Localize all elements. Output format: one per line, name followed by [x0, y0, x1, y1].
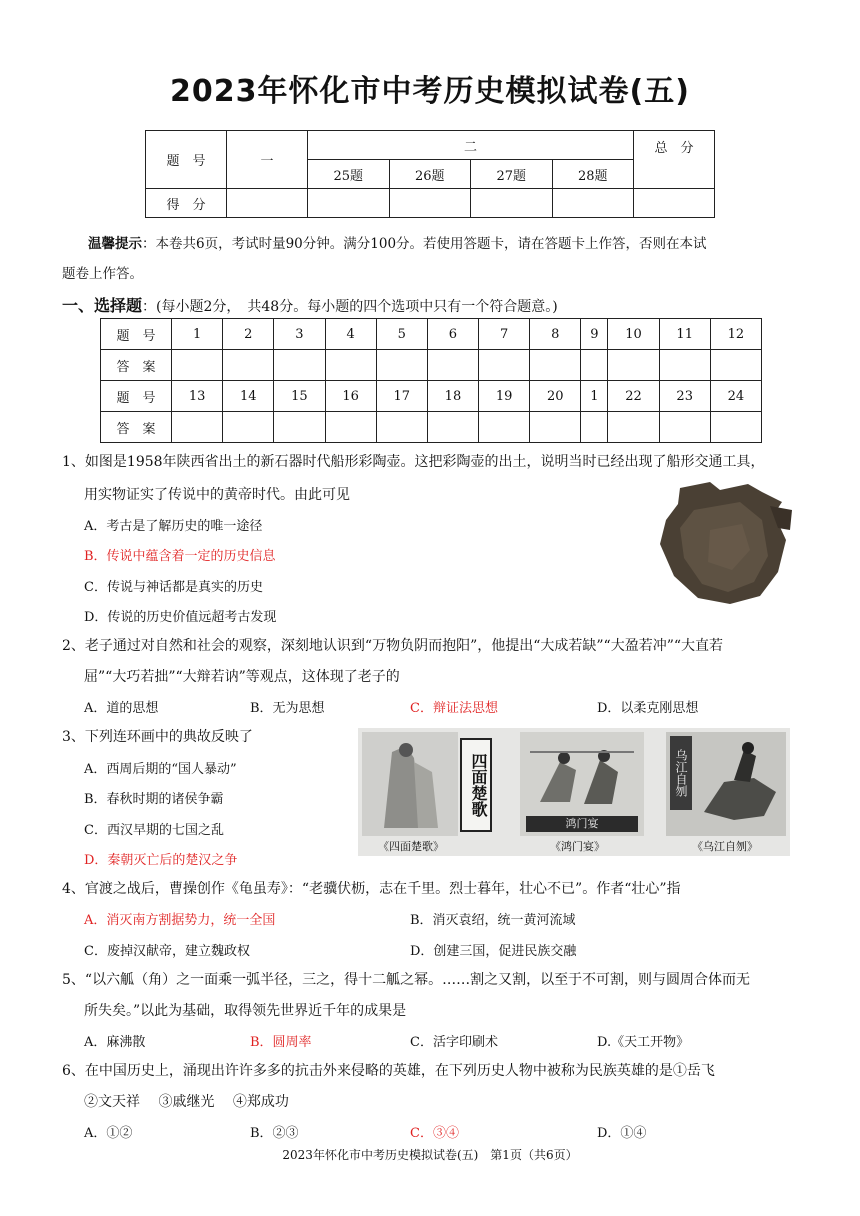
- question-number: 13: [172, 381, 223, 412]
- q3-option-c: C．西汉早期的七国之乱: [84, 823, 224, 838]
- comic-panel-3-title: 乌江自刎: [670, 736, 692, 810]
- score-cell: [552, 189, 634, 218]
- question-number: 7: [479, 319, 530, 350]
- answer-cell: [479, 412, 530, 443]
- page-footer: 2023年怀化市中考历史模拟试卷(五) 第1页（共6页）: [282, 1148, 578, 1162]
- answer-cell: [581, 350, 608, 381]
- q2-option-a: A．道的思想: [84, 701, 159, 716]
- score-sub-27: 27题: [471, 160, 553, 189]
- page-title: 2023年怀化市中考历史模拟试卷(五): [170, 74, 690, 109]
- q2-option-b: B．无为思想: [250, 701, 325, 716]
- q4-option-d: D．创建三国，促进民族交融: [410, 944, 577, 959]
- answer-cell: [274, 412, 325, 443]
- comic-strip-image: [358, 728, 790, 856]
- answer-cell: [608, 350, 659, 381]
- figure-illustration: [362, 732, 458, 836]
- answer-cell: [325, 412, 376, 443]
- question-number: 11: [659, 319, 710, 350]
- comic-caption-2: 《鸿门宴》: [550, 840, 605, 853]
- score-cell: [308, 189, 390, 218]
- question-number: 16: [325, 381, 376, 412]
- question-number: 23: [659, 381, 710, 412]
- question-number: 2: [223, 319, 274, 350]
- q1-option-b: B．传说中蕴含着一定的历史信息: [84, 549, 276, 564]
- score-col-tihao: 题 号: [146, 131, 227, 189]
- question-number: 4: [325, 319, 376, 350]
- score-sub-26: 26题: [389, 160, 471, 189]
- question-number: 6: [427, 319, 478, 350]
- q5-option-d: D.《天工开物》: [597, 1035, 690, 1050]
- score-row-defen: 得 分: [146, 189, 227, 218]
- comic-panel-1: [362, 732, 458, 836]
- answer-tihao: 题 号: [101, 319, 172, 350]
- section-text: ：(每小题2分， 共48分。每小题的四个选项中只有一个符合题意。): [142, 299, 558, 315]
- q3-option-a: A．西周后期的“国人暴动”: [84, 762, 237, 777]
- q1-stem-2: 用实物证实了传说中的黄帝时代。由此可见: [84, 487, 350, 503]
- score-cell: [389, 189, 471, 218]
- answer-cell: [710, 350, 761, 381]
- answer-cell: [608, 412, 659, 443]
- comic-panel-2: [520, 732, 644, 836]
- answer-cell: [530, 412, 581, 443]
- score-table: [145, 130, 715, 218]
- q4-option-a: A．消灭南方割据势力，统一全国: [84, 913, 276, 928]
- answer-cell: [530, 350, 581, 381]
- section-label: 一、选择题: [62, 296, 143, 315]
- answer-cell: [659, 412, 710, 443]
- answer-cell: [325, 350, 376, 381]
- q6-stem-1: 6、在中国历史上，涌现出许许多多的抗击外来侵略的英雄，在下列历史人物中被称为民族英雄的是①岳飞: [62, 1063, 715, 1079]
- q5-option-a: A．麻沸散: [84, 1035, 146, 1050]
- q1-stem-1: 1、如图是1958年陕西省出土的新石器时代船形彩陶壶。这把彩陶壶的出土，说明当时已经出现了船形交通工具，: [62, 454, 765, 470]
- question-number: 5: [376, 319, 427, 350]
- score-cell: [634, 189, 715, 218]
- q2-option-d: D．以柔克刚思想: [597, 701, 699, 716]
- answer-cell: [223, 412, 274, 443]
- q4-option-b: B．消灭袁绍，统一黄河流域: [410, 913, 576, 928]
- answer-daan: 答 案: [101, 412, 172, 443]
- question-number: 19: [479, 381, 530, 412]
- answer-cell: [710, 412, 761, 443]
- q6-option-b: B．②③: [250, 1126, 299, 1141]
- q3-option-d: D．秦朝灭亡后的楚汉之争: [84, 853, 238, 868]
- answer-cell: [376, 412, 427, 443]
- question-number: 14: [223, 381, 274, 412]
- q2-stem-1: 2、老子通过对自然和社会的观察，深刻地认识到“万物负阴而抱阳”，他提出“大成若缺”“大盈若冲”“大直若: [62, 638, 724, 654]
- tip-label: 温馨提示: [88, 236, 142, 252]
- question-number: 17: [376, 381, 427, 412]
- answer-tihao: 题 号: [101, 381, 172, 412]
- battle-illustration: [520, 732, 644, 814]
- comic-caption-1: 《四面楚歌》: [378, 840, 444, 853]
- q6-option-d: D．①④: [597, 1126, 647, 1141]
- question-number: 1: [172, 319, 223, 350]
- q5-stem-1: 5、“以六觚（角）之一面乘一弧半径，三之，得十二觚之幂。……割之又割，以至于不可割，则与圆周合体而无: [62, 972, 751, 988]
- answer-daan: 答 案: [101, 350, 172, 381]
- answer-table: [100, 318, 762, 443]
- q5-stem-2: 所失矣。”以此为基础，取得领先世界近千年的成果是: [84, 1003, 407, 1019]
- question-number: 22: [608, 381, 659, 412]
- q5-option-b: B．圆周率: [250, 1035, 312, 1050]
- answer-cell: [172, 350, 223, 381]
- answer-cell: [427, 350, 478, 381]
- answer-cell: [659, 350, 710, 381]
- q4-option-c: C．废掉汉献帝，建立魏政权: [84, 944, 250, 959]
- question-number: 10: [608, 319, 659, 350]
- question-number: 9: [581, 319, 608, 350]
- question-number: 24: [710, 381, 761, 412]
- comic-panel-1-title: 四面楚歌: [460, 738, 492, 832]
- question-number: 1: [581, 381, 608, 412]
- answer-cell: [223, 350, 274, 381]
- question-number: 20: [530, 381, 581, 412]
- q3-option-b: B．春秋时期的诸侯争霸: [84, 792, 224, 807]
- q1-option-c: C．传说与神话都是真实的历史: [84, 580, 263, 595]
- score-col-total: 总 分: [634, 131, 715, 189]
- q5-option-c: C．活字印刷术: [410, 1035, 498, 1050]
- answer-cell: [172, 412, 223, 443]
- comic-panel-2-title: 鸿门宴: [526, 816, 638, 832]
- score-cell: [471, 189, 553, 218]
- question-number: 15: [274, 381, 325, 412]
- answer-cell: [274, 350, 325, 381]
- q6-option-c: C．③④: [410, 1126, 459, 1141]
- pottery-pot-image: [650, 480, 800, 606]
- q1-option-a: A．考古是了解历史的唯一途径: [84, 519, 263, 534]
- tip-text-2: 题卷上作答。: [62, 266, 143, 282]
- q1-option-d: D．传说的历史价值远超考古发现: [84, 610, 277, 625]
- question-number: 18: [427, 381, 478, 412]
- q6-option-a: A．①②: [84, 1126, 133, 1141]
- q3-stem: 3、下列连环画中的典故反映了: [62, 729, 253, 745]
- answer-cell: [427, 412, 478, 443]
- answer-cell: [581, 412, 608, 443]
- tip-line: [88, 232, 707, 252]
- answer-cell: [479, 350, 530, 381]
- tip-text: ：本卷共6页，考试时量90分钟。满分100分。若使用答题卡，请在答题卡上作答，否则在本试: [142, 236, 707, 252]
- question-number: 8: [530, 319, 581, 350]
- score-cell: [227, 189, 308, 218]
- question-number: 3: [274, 319, 325, 350]
- q6-stem-2: ②文天祥 ③戚继光 ④郑成功: [84, 1094, 289, 1110]
- question-number: 12: [710, 319, 761, 350]
- section-heading: [62, 293, 558, 316]
- q2-option-c: C．辩证法思想: [410, 701, 498, 716]
- q4-stem: 4、官渡之战后，曹操创作《龟虽寿》：“老骥伏枥，志在千里。烈士暮年，壮心不已”。作者“壮心”指: [62, 881, 681, 897]
- comic-panel-3: [666, 732, 786, 836]
- horseman-illustration: [694, 732, 786, 836]
- score-col-two: 二: [308, 131, 634, 160]
- q2-stem-2: 屈”“大巧若拙”“大辩若讷”等观点，这体现了老子的: [84, 669, 400, 685]
- comic-caption-3: 《乌江自刎》: [692, 840, 758, 853]
- score-sub-28: 28题: [552, 160, 634, 189]
- score-col-one: 一: [227, 131, 308, 189]
- answer-cell: [376, 350, 427, 381]
- score-sub-25: 25题: [308, 160, 390, 189]
